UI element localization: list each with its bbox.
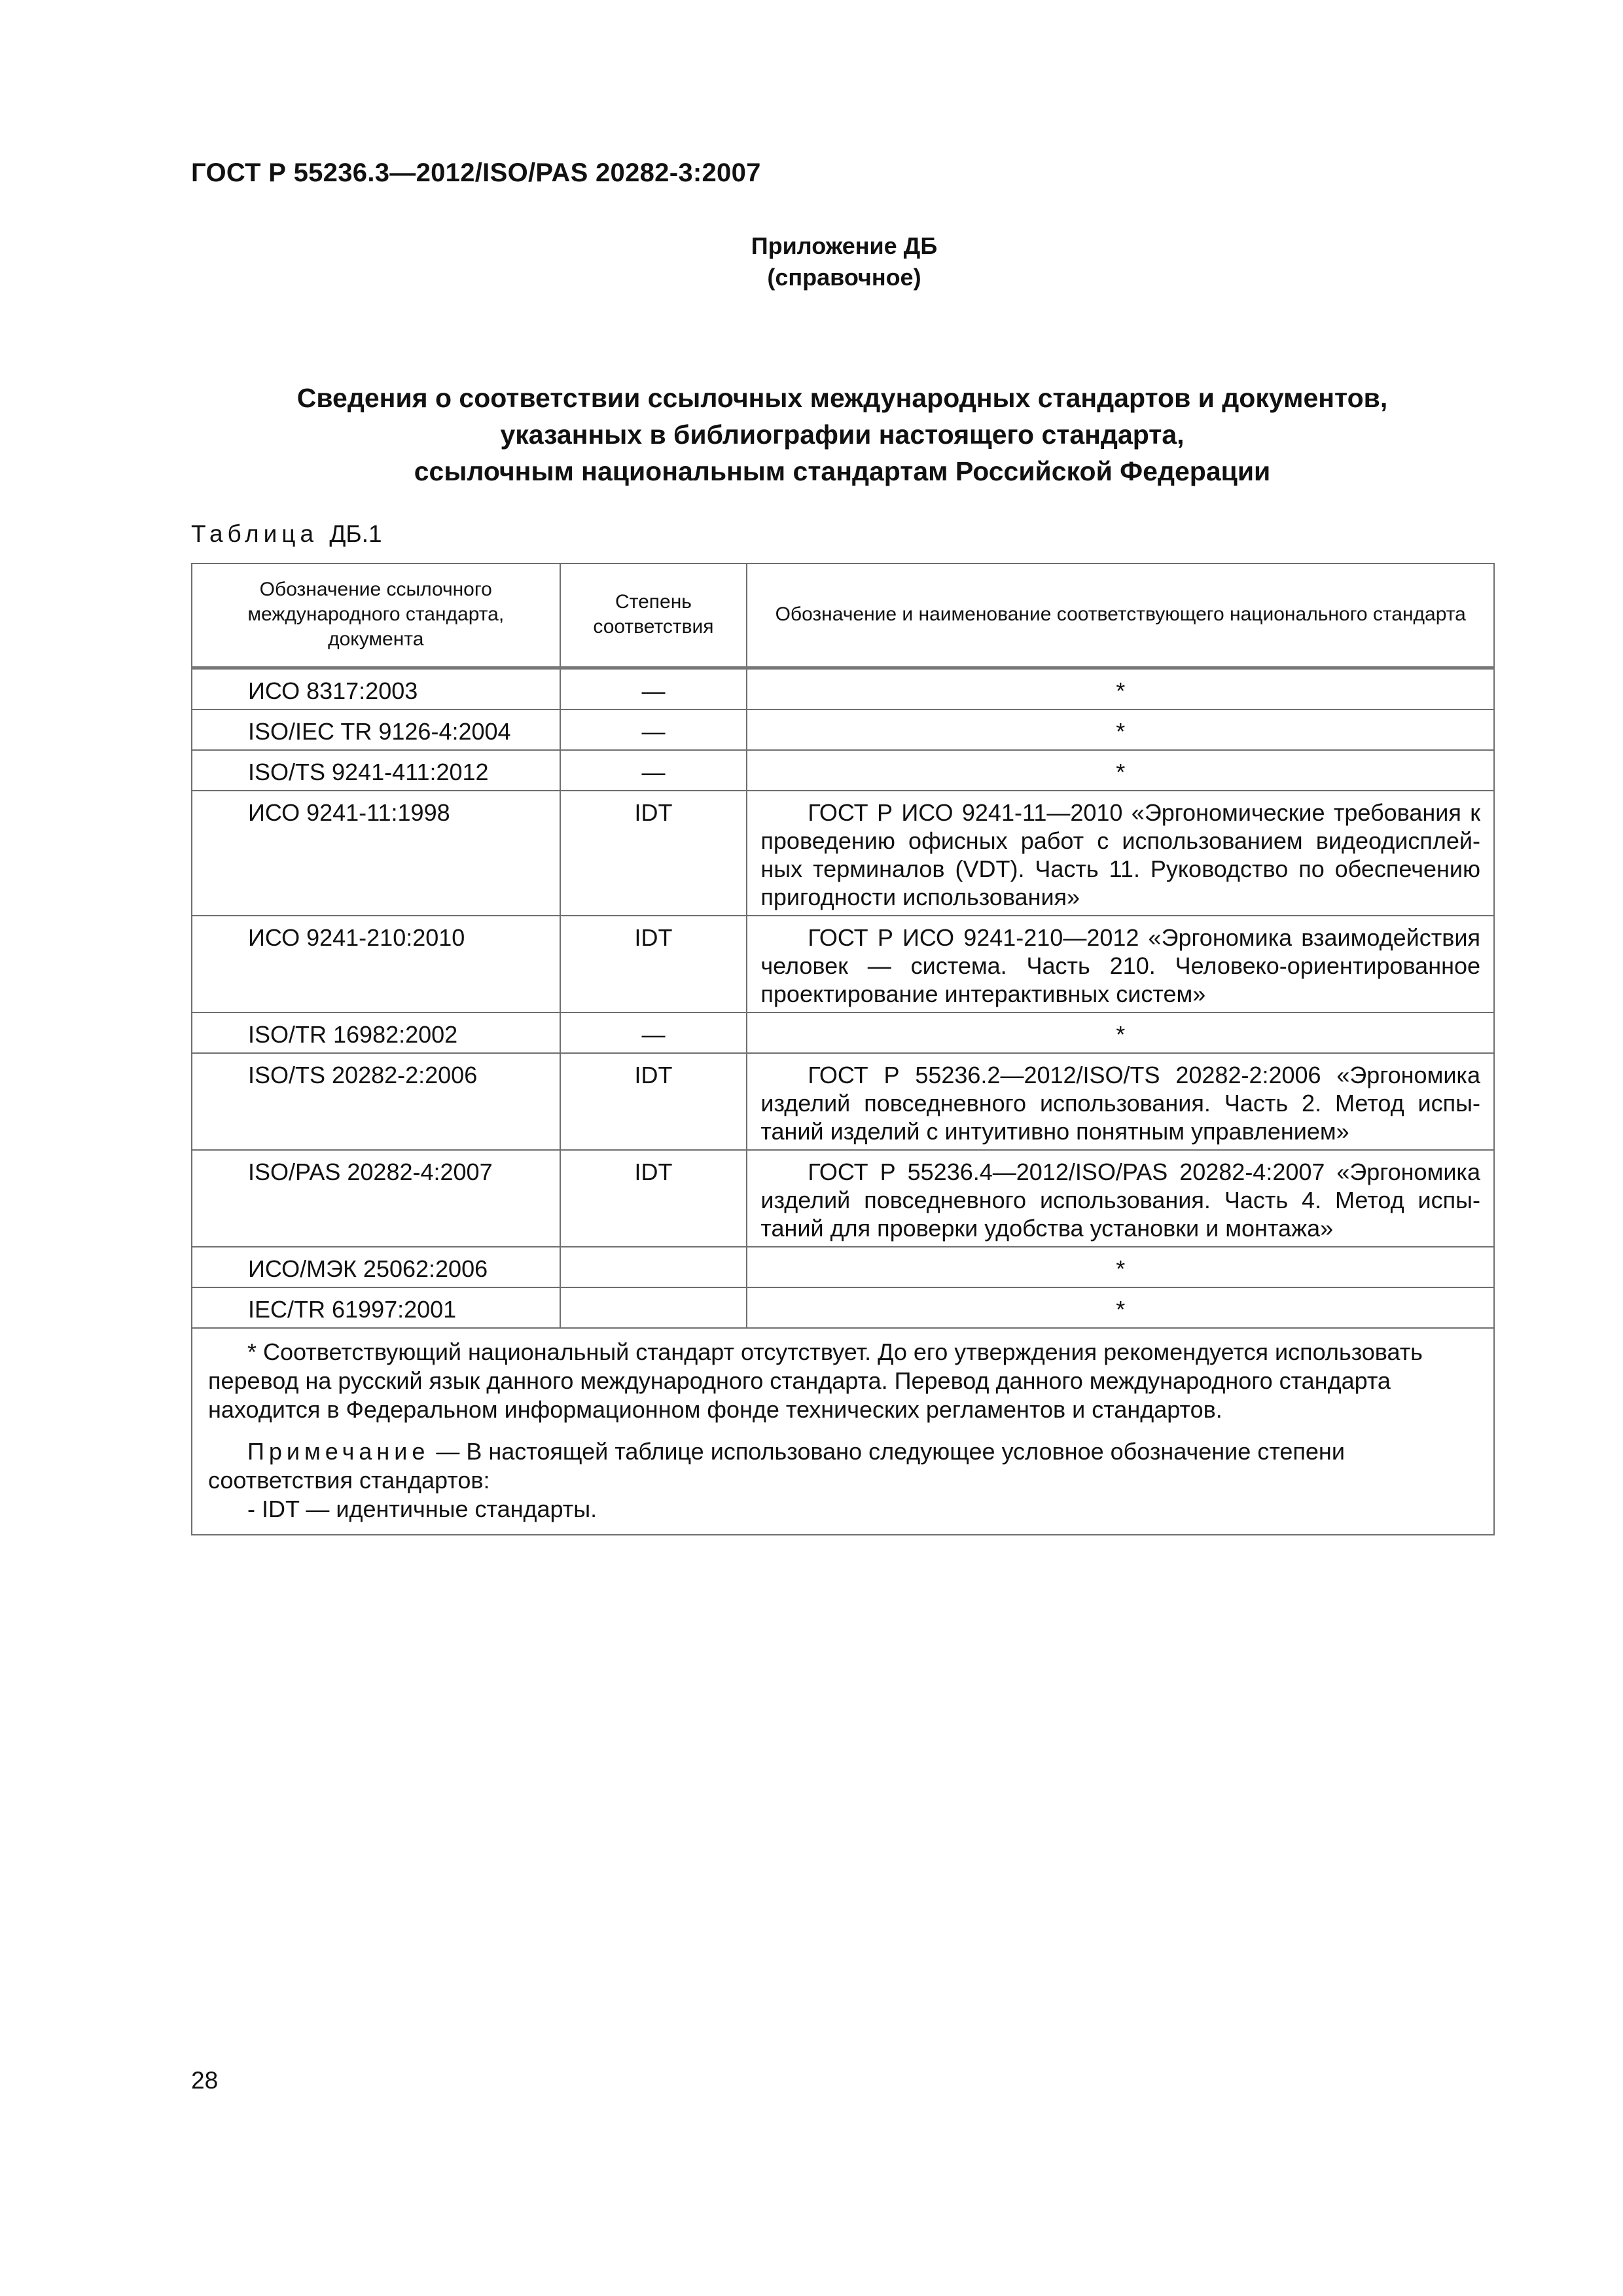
cell-degree: IDT [560, 791, 747, 916]
table-row [192, 1053, 1494, 1150]
table-note [208, 1437, 1478, 1495]
cell-degree: IDT [560, 1053, 747, 1150]
national-standard-line: ных терминалов (VDT). Часть 11. Руководство по обеспечению [760, 855, 1480, 882]
document-code: ГОСТ Р 55236.3—2012/ISO/PAS 20282-3:2007 [191, 158, 761, 187]
national-standard-line: человек — система. Часть 210. Человеко-ориентированное [760, 952, 1480, 979]
table-row [192, 791, 1494, 916]
page-number: 28 [191, 2067, 219, 2094]
cell-national-standard [747, 1053, 1494, 1150]
table-footnote-row [192, 1328, 1494, 1535]
cell-reference-standard: ISO/IEC TR 9126-4:2004 [192, 709, 560, 750]
national-standard-line: таний для проверки удобства установки и монтажа» [760, 1215, 1334, 1242]
cell-degree: IDT [560, 916, 747, 1013]
cell-national-standard [747, 791, 1494, 916]
cell-national-standard [747, 916, 1494, 1013]
cell-reference-standard: IEC/TR 61997:2001 [192, 1287, 560, 1328]
cell-reference-standard: ИСО 8317:2003 [192, 668, 560, 710]
cell-national-standard [747, 1150, 1494, 1247]
national-standard-line: ГОСТ Р ИСО 9241-11—2010 «Эргономические требования к [808, 799, 1480, 826]
table-row [192, 1013, 1494, 1053]
national-standard-line: пригодности использования» [760, 884, 1080, 910]
table-caption-number: ДБ.1 [329, 520, 382, 547]
cell-degree: — [560, 1013, 747, 1053]
table-row [192, 1247, 1494, 1287]
cell-degree: — [560, 709, 747, 750]
table-header-row [192, 564, 1494, 668]
cell-degree: — [560, 750, 747, 791]
national-standard-line: ГОСТ Р 55236.2—2012/ISO/TS 20282-2:2006 «Эргономика [808, 1062, 1480, 1088]
title-line: указанных в библиографии настоящего стандарта, [500, 420, 1185, 450]
correspondence-table [191, 563, 1495, 1535]
cell-national-standard: * [747, 1013, 1494, 1053]
cell-national-standard: * [747, 709, 1494, 750]
table-row [192, 668, 1494, 710]
table-row [192, 1150, 1494, 1247]
cell-reference-standard: ISO/PAS 20282-4:2007 [192, 1150, 560, 1247]
national-standard-line: изделий повседневного использования. Часть 2. Метод испы- [760, 1090, 1480, 1117]
cell-reference-standard: ИСО 9241-11:1998 [192, 791, 560, 916]
cell-degree: — [560, 668, 747, 710]
annex-type: (справочное) [767, 264, 921, 291]
cell-reference-standard: ISO/TS 9241-411:2012 [192, 750, 560, 791]
national-standard-line: ГОСТ Р ИСО 9241-210—2012 «Эргономика взаимодействия [808, 924, 1480, 951]
header-degree: Степень соответствия [560, 564, 747, 668]
table-row [192, 750, 1494, 791]
annex-label: Приложение ДБ [751, 232, 938, 259]
national-standard-line: изделий повседневного использования. Часть 4. Метод испы- [760, 1187, 1480, 1213]
table-row [192, 1287, 1494, 1328]
national-standard-line: проектирование интерактивных систем» [760, 980, 1206, 1007]
footnote: * Соответствующий национальный стандарт отсутствует. До его утверждения рекомендуется использовать перевод на русский язык данного международного стандарта. Перевод данного международного стандарта находится в Федеральном информационном фонде технических регламентов и стандартов. [208, 1338, 1423, 1423]
cell-degree [560, 1247, 747, 1287]
national-standard-line: проведению офисных работ с использованием видеодисплей- [760, 827, 1480, 854]
table-row [192, 916, 1494, 1013]
table-caption [191, 520, 382, 548]
cell-national-standard: * [747, 1247, 1494, 1287]
cell-reference-standard: ИСО 9241-210:2010 [192, 916, 560, 1013]
cell-reference-standard: ISO/TS 20282-2:2006 [192, 1053, 560, 1150]
cell-national-standard: * [747, 668, 1494, 710]
header-reference-standard: Обозначение ссылочного международного стандарта, документа [192, 564, 560, 668]
note-text: — В настоящей таблице использовано следующее условное обозначение степени соответствия стандартов: [208, 1438, 1345, 1494]
national-standard-line: ГОСТ Р 55236.4—2012/ISO/PAS 20282-4:2007 «Эргономика [808, 1158, 1480, 1185]
table-row [192, 709, 1494, 750]
note-item: - IDT — идентичные стандарты. [247, 1496, 597, 1522]
title-line: ссылочным национальным стандартам Российской Федерации [414, 456, 1271, 486]
section-title [191, 380, 1493, 490]
cell-degree: IDT [560, 1150, 747, 1247]
table-caption-prefix: Таблица [191, 520, 319, 547]
cell-reference-standard: ИСО/МЭК 25062:2006 [192, 1247, 560, 1287]
cell-national-standard: * [747, 1287, 1494, 1328]
header-national-standard: Обозначение и наименование соответствующего национального стандарта [747, 564, 1494, 668]
title-line: Сведения о соответствии ссылочных международных стандартов и документов, [296, 383, 1388, 413]
national-standard-line: таний изделий с интуитивно понятным управлением» [760, 1118, 1349, 1145]
cell-reference-standard: ISO/TR 16982:2002 [192, 1013, 560, 1053]
annex-heading [746, 230, 942, 293]
cell-national-standard: * [747, 750, 1494, 791]
note-label: Примечание [247, 1438, 430, 1465]
cell-degree [560, 1287, 747, 1328]
